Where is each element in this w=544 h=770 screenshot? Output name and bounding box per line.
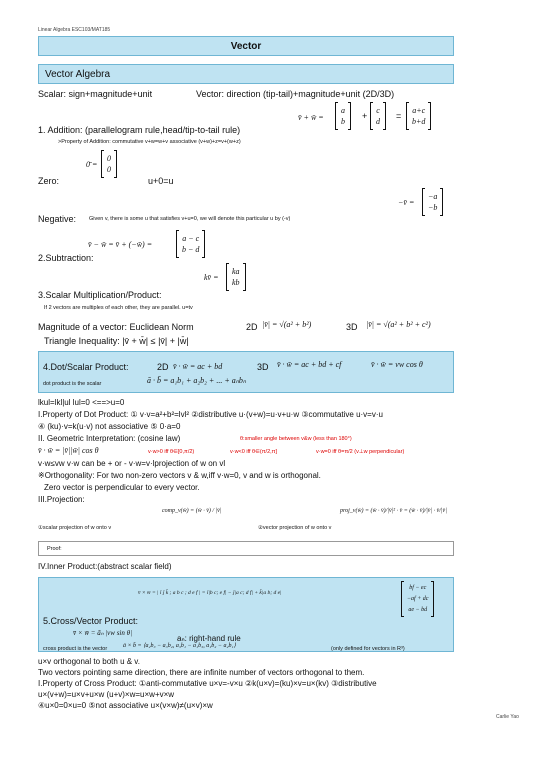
dot-3d-formula: v̄ · w̄ = ac + bd + cf (277, 360, 342, 369)
cross-determinant: v̄ × w̄ = | î ĵ k̂ ; a b c ; d e f | = î|b c; e f| − ĵ|a c; d f| + k̂|a b; d e| (138, 590, 282, 596)
cross-product-title: 5.Cross/Vector Product: (43, 616, 139, 626)
vector-algebra-title: Vector Algebra (45, 69, 111, 80)
dot-line-5-b: v·w<0 iff θ∈(π/2,π] (230, 449, 277, 455)
difference-vector: a − c b − d (176, 230, 205, 258)
dot-line-9: III.Projection: (38, 495, 85, 504)
dot-line-7: ※Orthogonality: For two non-zero vectors v & w,iff v·w=0, v and w is orthogonal. (38, 471, 321, 480)
dot-general-formula: ā · b̄ = a₁b₁ + a₂b₂ + ... + aₙbₙ (147, 376, 247, 385)
negative-lhs: −v̄ = (398, 198, 415, 207)
addition-title: 1. Addition: (parallelogram rule,head/tip-to-tail rule) (38, 125, 241, 135)
an-note: aₙ: right-hand rule (177, 634, 241, 643)
scalar-mult-title: 3.Scalar Multiplication/Product: (38, 290, 162, 300)
vector-w: c d (370, 102, 386, 130)
cross-only-note: (only defined for vectors in R³) (331, 646, 405, 652)
dot-product-box (38, 351, 454, 393)
zero-vector: 0 0 (101, 150, 117, 178)
dot-2d-label: 2D (157, 362, 169, 372)
dot-line-5-formula: v̄ · w̄ = |v̄||w̄| cos θ (38, 446, 99, 455)
vector-v: a b (335, 102, 351, 130)
cross-general: ā × b̄ = ⟨a₂b₃ − a₃b₂, a₃b₁ − a₁b₃, a₁b₂ − a₂b₁⟩ (123, 643, 236, 649)
zero-vector-lhs: 0̄ = (86, 160, 98, 169)
doc-label: Linear Algebra ESC103/MAT185 (38, 27, 111, 33)
zero-label: Zero: (38, 176, 60, 186)
negative-text: Given v, there is some u that satisfies v+u=0, we will denote this particular u by (-v) (89, 216, 291, 222)
cross-line-1: u×v orthogonal to both u & v. (38, 657, 140, 666)
mag-3d-label: 3D (346, 322, 358, 332)
dot-line-5-a: v·w>0 iff θ∈[0,π/2) (148, 449, 195, 455)
parallel-note: If 2 vectors are multiples of each other, they are parallel. u=tv (44, 305, 193, 311)
proj-label: ②vector projection of w onto v (258, 525, 332, 531)
dot-scalar-note: dot product is the scalar (43, 381, 102, 387)
dot-3d-label: 3D (257, 362, 269, 372)
zero-equation: u+0=u (148, 176, 174, 186)
cross-line-3: I.Property of Cross Product: ①anti-commutative u×v=-v×u ②k(u×v)=(ku)×v=u×(kv) ③distributive (38, 679, 377, 688)
dot-product-title: 4.Dot/Scalar Product: (43, 362, 129, 372)
mag-2d-label: 2D (246, 322, 258, 332)
cross-vector-note: cross product is the vector (43, 646, 108, 652)
proof-label: Proof: (47, 546, 62, 552)
dot-line-1: lkul=lkl|ul lul=0 <==>u=0 (38, 398, 125, 407)
addition-property: >Property of Addition: commutative v+w=w+v associative (v+w)+z=v+(w+z) (58, 139, 241, 145)
scaled-vector: ka kb (226, 263, 246, 291)
cross-line-4: u×(v+w)=u×v+u×w (u+v)×w=u×w+v×w (38, 690, 175, 699)
mag-2d-formula: |v̄| = √(a² + b²) (262, 320, 312, 329)
cross-product-box (38, 577, 454, 652)
vector-algebra-header (38, 64, 454, 84)
subtraction-lhs: v̄ − w̄ = v̄ + (−w̄) = (88, 240, 153, 249)
mag-3d-formula: |v̄| = √(a² + b² + c²) (366, 320, 431, 329)
dot-line-3: ④ (ku)·v=k(u·v) not associative ⑤ 0·a=0 (38, 422, 181, 431)
cross-line-5: ④u×0=0×u=0 ⑤not associative u×(v×w)≠(u×v)×w (38, 701, 213, 710)
footer-author: Carlie Yao (496, 714, 519, 720)
proof-box (38, 541, 454, 556)
subtraction-title: 2.Subtraction: (38, 253, 94, 263)
addition-lhs: v̄ + w̄ = (298, 113, 324, 122)
vector-sum: a+c b+d (406, 102, 431, 130)
magnitude-line: Magnitude of a vector: Euclidean Norm (38, 322, 194, 332)
dot-line-8: Zero vector is perpendicular to every vector. (44, 483, 200, 492)
dot-line-6: v·w≤vw v·w can be + or - v·w=v·lprojection of w on vl (38, 459, 226, 468)
scalar-definition: Scalar: sign+magnitude+unit (38, 89, 153, 99)
scalar-mult-lhs: kv̄ = (204, 273, 219, 282)
cross-magnitude: v̄ × w̄ = āₙ |vw sin θ| (73, 629, 132, 637)
dot-2d-formula: v̄ · w̄ = ac + bd (173, 362, 223, 371)
page-title: Vector (38, 36, 454, 56)
cross-line-2: Two vectors pointing same direction, there are infinite number of vectors orthogonal to them. (38, 668, 365, 677)
cross-result-vector: bf − ec −af + dc ae − bd (401, 581, 434, 617)
negative-vector: −a −b (422, 188, 443, 216)
triangle-inequality: Triangle Inequality: |v̄ + w̄| ≤ |v̄| + |w̄| (44, 336, 189, 346)
dot-line-4-note: θ:smaller angle between v&w (less than 180°) (240, 436, 352, 442)
negative-label: Negative: (38, 214, 77, 224)
dot-line-2: I.Property of Dot Product: ① v·v=a²+b²=lvl² ②distributive u·(v+w)=u·v+u·w ③commutative u·v=v·u (38, 410, 383, 419)
proj-formula: proj_v(w̄) = (w̄ · v̄)/|v̄|² · v̄ = (w̄ · v̄)/|v̄| · v̄/|v̄| (340, 508, 447, 514)
dot-line-5-c: v·w=0 iff θ=π/2 (v⊥w perpendicular) (316, 449, 405, 455)
vector-definition: Vector: direction (tip-tail)+magnitude+unit (2D/3D) (196, 89, 395, 99)
inner-product: IV.Inner Product:(abstract scalar field) (38, 562, 172, 571)
dot-line-4: II. Geometric Interpretation: (cosine law) (38, 434, 181, 443)
comp-label: ①scalar projection of w onto v (38, 525, 112, 531)
dot-cos-formula: v̄ · w̄ = vw cos θ (371, 360, 423, 369)
comp-formula: comp_v(w̄) = (w̄ · v̄) / |v̄| (162, 508, 222, 514)
